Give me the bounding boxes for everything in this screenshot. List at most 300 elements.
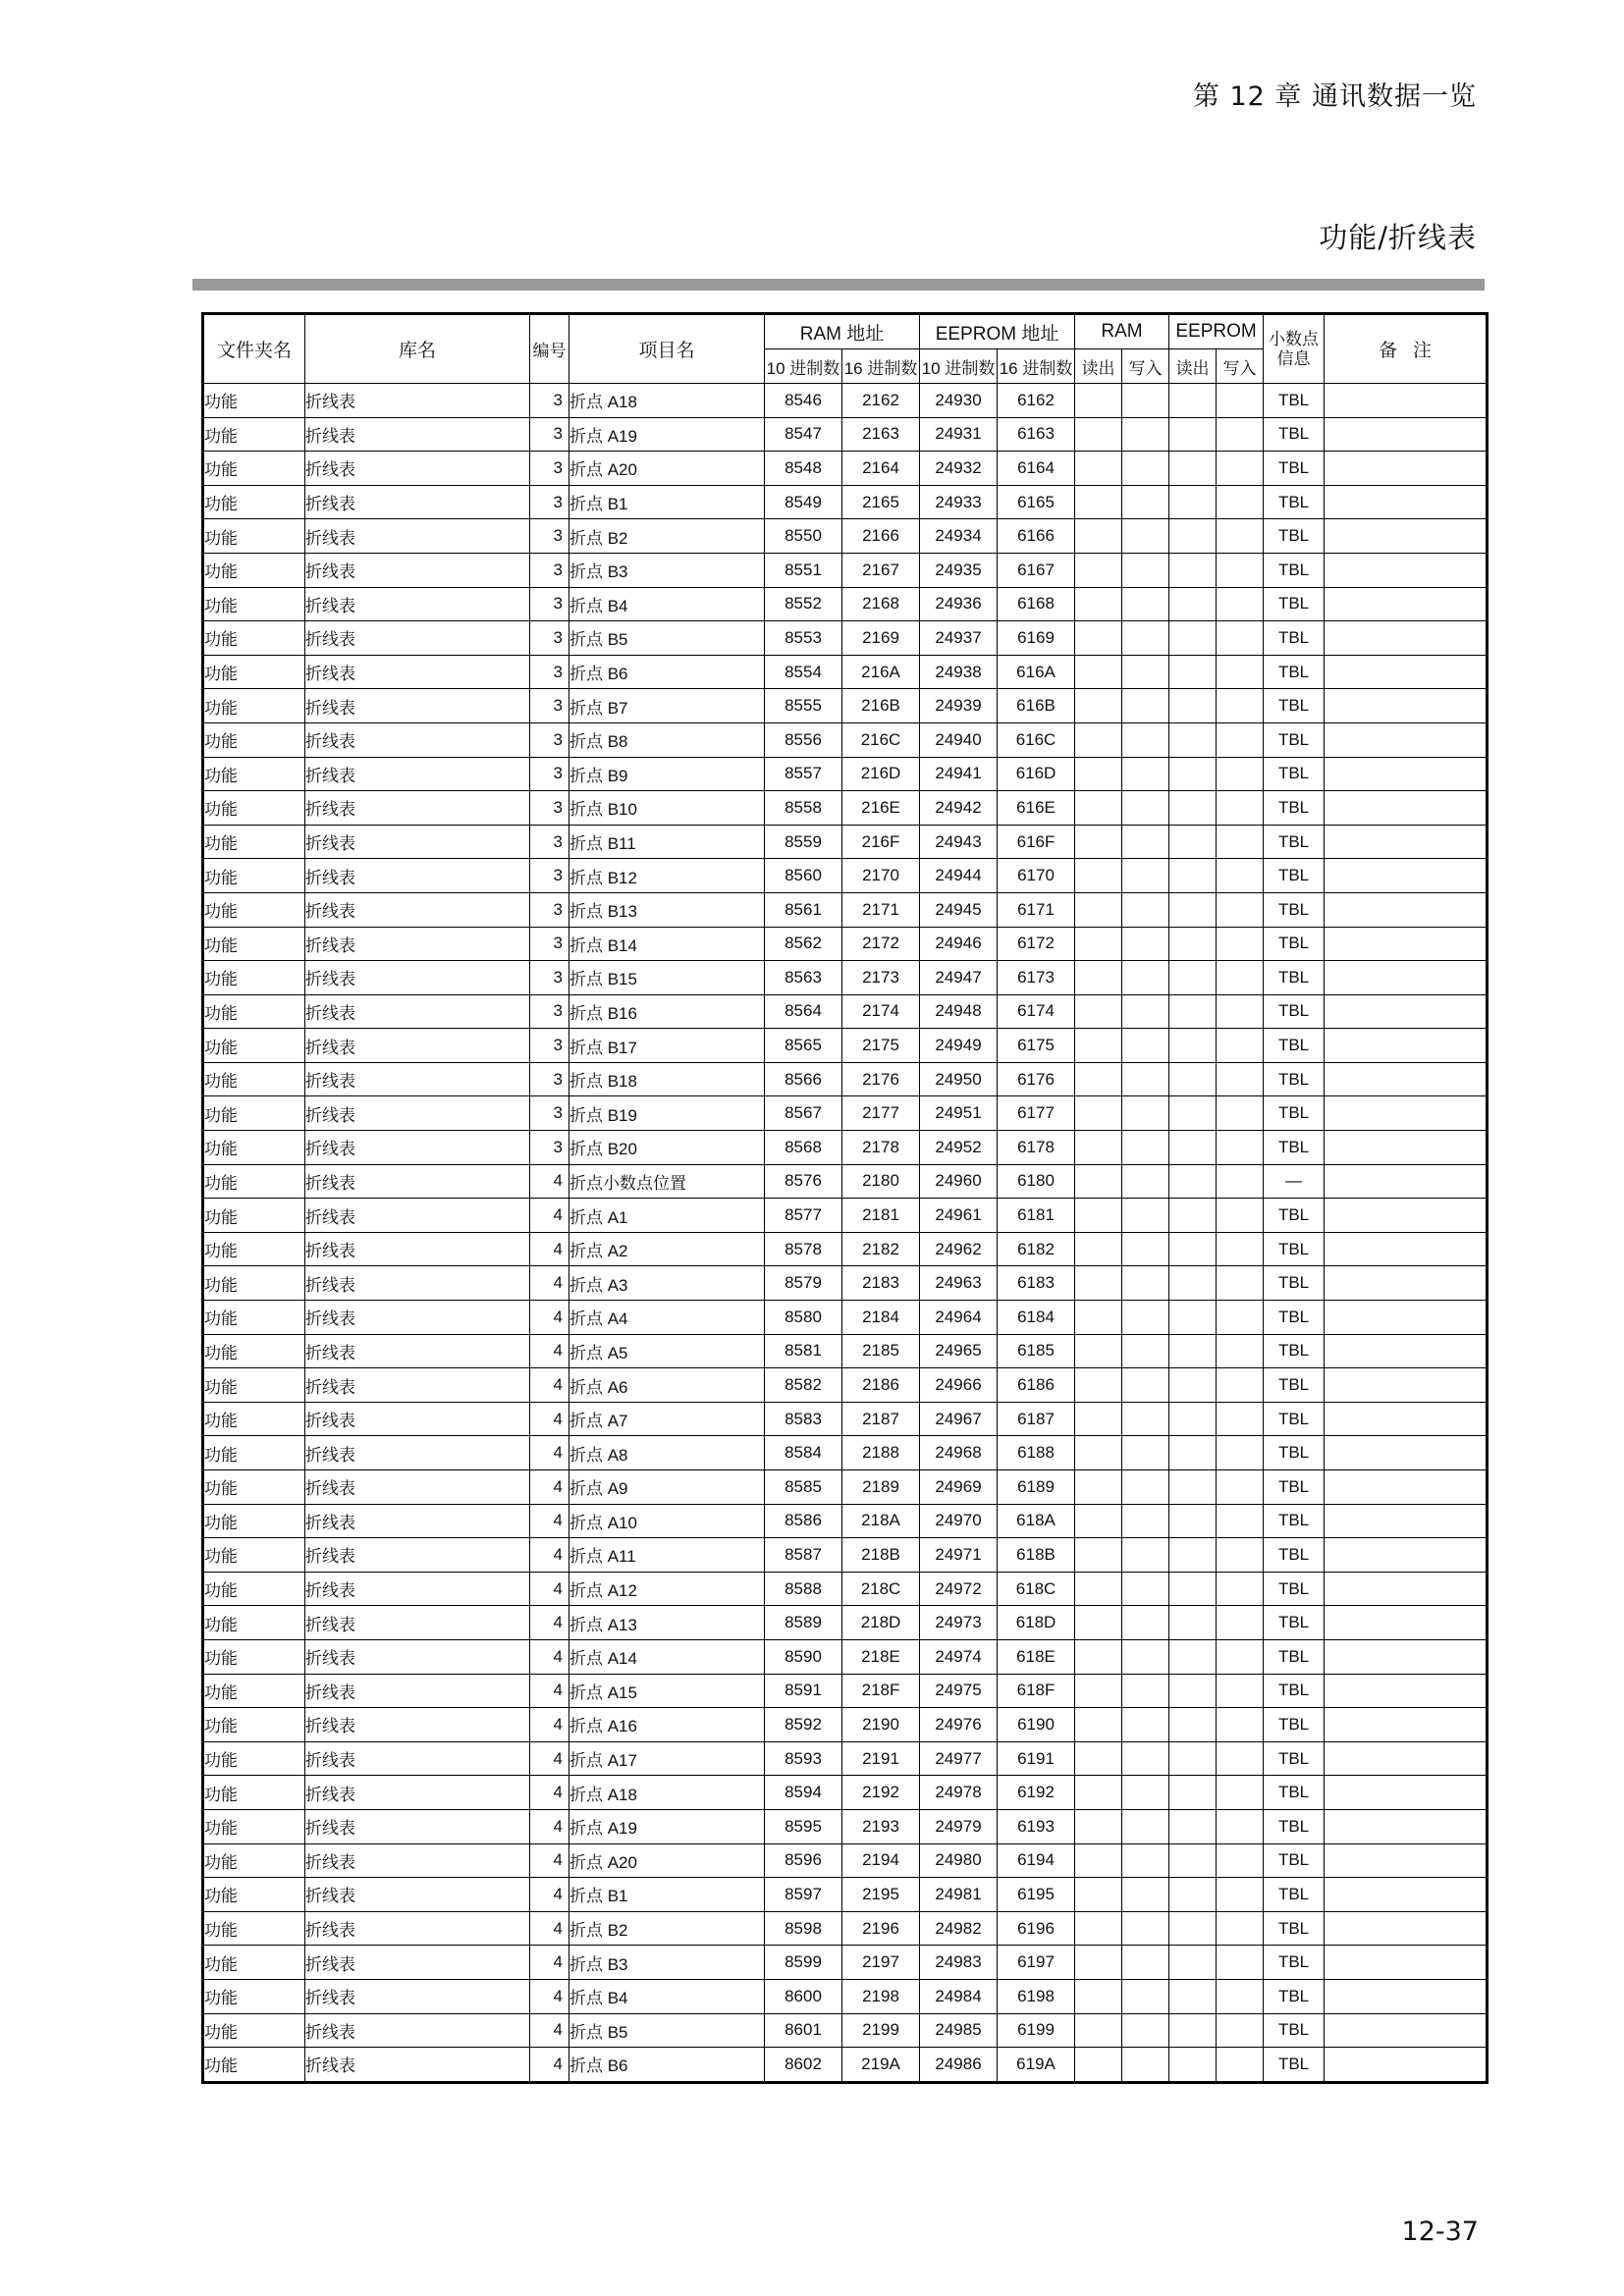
cell-ram-read (1075, 1674, 1122, 1708)
cell-ram-read (1075, 1164, 1122, 1199)
cell-eeprom-read (1169, 1911, 1217, 1946)
cell-item: 折点 B5 (569, 621, 765, 656)
table-row (203, 621, 1488, 656)
cell-remarks (1325, 1639, 1488, 1674)
cell-eeprom-write (1217, 1334, 1264, 1368)
cell-eeprom-write (1217, 1199, 1264, 1233)
cell-ram-hex: 2176 (842, 1062, 920, 1096)
cell-ram-hex: 219A (842, 2048, 920, 2083)
cell-ram-read (1075, 961, 1122, 995)
cell-eeprom-write (1217, 859, 1264, 893)
cell-ram-write (1122, 1878, 1169, 1912)
cell-number: 3 (530, 892, 569, 927)
cell-folder: 功能 (203, 757, 305, 791)
cell-item: 折点 A7 (569, 1402, 765, 1436)
cell-library: 折线表 (305, 1436, 530, 1470)
cell-folder: 功能 (203, 1979, 305, 2013)
cell-eeprom-hex: 6197 (998, 1946, 1075, 1980)
cell-item: 折点 A20 (569, 1843, 765, 1878)
cell-ram-hex: 2164 (842, 452, 920, 486)
cell-eeprom-hex: 616B (998, 689, 1075, 723)
cell-decimal-info: TBL (1264, 1301, 1325, 1335)
cell-remarks (1325, 1096, 1488, 1131)
cell-library: 折线表 (305, 2013, 530, 2048)
cell-eeprom-dec: 24933 (920, 485, 998, 519)
cell-ram-hex: 2195 (842, 1878, 920, 1912)
cell-ram-hex: 2177 (842, 1096, 920, 1131)
cell-decimal-info: TBL (1264, 1436, 1325, 1470)
cell-ram-read (1075, 1199, 1122, 1233)
cell-ram-read (1075, 1131, 1122, 1165)
cell-ram-dec: 8580 (765, 1301, 842, 1335)
cell-ram-dec: 8549 (765, 485, 842, 519)
cell-eeprom-dec: 24952 (920, 1131, 998, 1165)
cell-remarks (1325, 825, 1488, 859)
cell-library: 折线表 (305, 722, 530, 757)
cell-item: 折点 A16 (569, 1708, 765, 1742)
cell-remarks (1325, 1504, 1488, 1538)
cell-eeprom-write (1217, 1131, 1264, 1165)
cell-folder: 功能 (203, 961, 305, 995)
cell-eeprom-hex: 6168 (998, 587, 1075, 621)
cell-ram-read (1075, 994, 1122, 1029)
cell-ram-read (1075, 1266, 1122, 1301)
cell-library: 折线表 (305, 1538, 530, 1573)
cell-ram-dec: 8548 (765, 452, 842, 486)
cell-decimal-info: TBL (1264, 1096, 1325, 1131)
cell-number: 4 (530, 1164, 569, 1199)
cell-folder: 功能 (203, 927, 305, 961)
cell-eeprom-read (1169, 1776, 1217, 1810)
cell-ram-hex: 2185 (842, 1334, 920, 1368)
cell-ram-read (1075, 519, 1122, 554)
cell-ram-write (1122, 1911, 1169, 1946)
cell-decimal-info: TBL (1264, 417, 1325, 452)
cell-folder: 功能 (203, 1301, 305, 1335)
table-row (203, 384, 1488, 418)
cell-ram-dec: 8591 (765, 1674, 842, 1708)
cell-eeprom-hex: 6184 (998, 1301, 1075, 1335)
cell-library: 折线表 (305, 553, 530, 587)
cell-remarks (1325, 2013, 1488, 2048)
col-header-ram-read: 读出 (1075, 349, 1122, 384)
cell-folder: 功能 (203, 655, 305, 689)
cell-library: 折线表 (305, 689, 530, 723)
cell-ram-dec: 8598 (765, 1911, 842, 1946)
cell-ram-read (1075, 417, 1122, 452)
cell-remarks (1325, 994, 1488, 1029)
cell-ram-write (1122, 1470, 1169, 1505)
table-row (203, 722, 1488, 757)
cell-item: 折点 B10 (569, 791, 765, 826)
cell-ram-hex: 2181 (842, 1199, 920, 1233)
cell-ram-dec: 8560 (765, 859, 842, 893)
cell-ram-dec: 8568 (765, 1131, 842, 1165)
cell-eeprom-dec: 24939 (920, 689, 998, 723)
cell-ram-dec: 8557 (765, 757, 842, 791)
cell-ram-write (1122, 1301, 1169, 1335)
cell-decimal-info: TBL (1264, 927, 1325, 961)
cell-eeprom-hex: 6178 (998, 1131, 1075, 1165)
cell-library: 折线表 (305, 384, 530, 418)
cell-eeprom-hex: 616D (998, 757, 1075, 791)
cell-folder: 功能 (203, 825, 305, 859)
cell-ram-write (1122, 1402, 1169, 1436)
cell-ram-read (1075, 1029, 1122, 1063)
cell-decimal-info: TBL (1264, 961, 1325, 995)
cell-number: 4 (530, 1301, 569, 1335)
cell-ram-hex: 2190 (842, 1708, 920, 1742)
cell-item: 折点 B12 (569, 859, 765, 893)
table-row (203, 1979, 1488, 2013)
cell-folder: 功能 (203, 1776, 305, 1810)
cell-decimal-info: TBL (1264, 2048, 1325, 2083)
cell-eeprom-dec: 24944 (920, 859, 998, 893)
cell-ram-hex: 218A (842, 1504, 920, 1538)
cell-decimal-info: — (1264, 1164, 1325, 1199)
cell-number: 3 (530, 553, 569, 587)
col-header-number: 编号 (530, 314, 569, 384)
cell-library: 折线表 (305, 485, 530, 519)
cell-ram-hex: 2163 (842, 417, 920, 452)
cell-ram-read (1075, 1776, 1122, 1810)
cell-decimal-info: TBL (1264, 1131, 1325, 1165)
cell-ram-hex: 2197 (842, 1946, 920, 1980)
cell-library: 折线表 (305, 961, 530, 995)
cell-library: 折线表 (305, 2048, 530, 2083)
cell-item: 折点 B18 (569, 1062, 765, 1096)
cell-ram-hex: 2196 (842, 1911, 920, 1946)
cell-ram-hex: 2188 (842, 1436, 920, 1470)
cell-decimal-info: TBL (1264, 1470, 1325, 1505)
cell-remarks (1325, 1062, 1488, 1096)
cell-item: 折点 A20 (569, 452, 765, 486)
cell-item: 折点 B17 (569, 1029, 765, 1063)
cell-item: 折点 A8 (569, 1436, 765, 1470)
cell-eeprom-dec: 24968 (920, 1436, 998, 1470)
cell-ram-write (1122, 417, 1169, 452)
cell-eeprom-hex: 6182 (998, 1232, 1075, 1266)
cell-number: 4 (530, 1402, 569, 1436)
cell-item: 折点 A11 (569, 1538, 765, 1573)
cell-eeprom-read (1169, 791, 1217, 826)
cell-eeprom-read (1169, 1979, 1217, 2013)
communication-data-table (201, 312, 1489, 2084)
cell-eeprom-hex: 6174 (998, 994, 1075, 1029)
cell-eeprom-hex: 6192 (998, 1776, 1075, 1810)
cell-ram-dec: 8554 (765, 655, 842, 689)
cell-ram-read (1075, 1572, 1122, 1606)
cell-ram-dec: 8581 (765, 1334, 842, 1368)
cell-ram-write (1122, 1436, 1169, 1470)
cell-ram-write (1122, 1062, 1169, 1096)
cell-ram-write (1122, 689, 1169, 723)
cell-eeprom-read (1169, 1131, 1217, 1165)
cell-ram-dec: 8564 (765, 994, 842, 1029)
cell-number: 3 (530, 519, 569, 554)
cell-item: 折点 A2 (569, 1232, 765, 1266)
cell-remarks (1325, 859, 1488, 893)
cell-eeprom-read (1169, 1164, 1217, 1199)
table-row (203, 961, 1488, 995)
cell-remarks (1325, 553, 1488, 587)
cell-folder: 功能 (203, 1741, 305, 1776)
cell-eeprom-dec: 24967 (920, 1402, 998, 1436)
cell-remarks (1325, 1979, 1488, 2013)
cell-eeprom-read (1169, 722, 1217, 757)
cell-eeprom-read (1169, 757, 1217, 791)
cell-ram-hex: 2194 (842, 1843, 920, 1878)
cell-eeprom-read (1169, 1368, 1217, 1403)
cell-eeprom-read (1169, 1843, 1217, 1878)
table-row (203, 1232, 1488, 1266)
cell-number: 3 (530, 757, 569, 791)
cell-eeprom-dec: 24948 (920, 994, 998, 1029)
cell-ram-dec: 8588 (765, 1572, 842, 1606)
cell-eeprom-read (1169, 1199, 1217, 1233)
cell-ram-write (1122, 757, 1169, 791)
cell-eeprom-hex: 616C (998, 722, 1075, 757)
cell-library: 折线表 (305, 1572, 530, 1606)
cell-decimal-info: TBL (1264, 553, 1325, 587)
cell-folder: 功能 (203, 1402, 305, 1436)
cell-folder: 功能 (203, 1232, 305, 1266)
cell-item: 折点 A5 (569, 1334, 765, 1368)
cell-number: 3 (530, 655, 569, 689)
cell-item: 折点 B6 (569, 655, 765, 689)
cell-eeprom-dec: 24977 (920, 1741, 998, 1776)
cell-folder: 功能 (203, 1708, 305, 1742)
table-row (203, 1199, 1488, 1233)
cell-remarks (1325, 1538, 1488, 1573)
table-row (203, 2013, 1488, 2048)
cell-ram-read (1075, 892, 1122, 927)
col-header-decimal-line1: 小数点 (1269, 329, 1320, 348)
cell-decimal-info: TBL (1264, 689, 1325, 723)
cell-ram-read (1075, 1946, 1122, 1980)
cell-eeprom-write (1217, 621, 1264, 656)
cell-number: 3 (530, 994, 569, 1029)
cell-eeprom-write (1217, 1266, 1264, 1301)
cell-decimal-info: TBL (1264, 384, 1325, 418)
cell-ram-write (1122, 587, 1169, 621)
cell-folder: 功能 (203, 1674, 305, 1708)
cell-ram-read (1075, 1232, 1122, 1266)
cell-ram-write (1122, 791, 1169, 826)
cell-item: 折点 B9 (569, 757, 765, 791)
cell-eeprom-dec: 24946 (920, 927, 998, 961)
cell-decimal-info: TBL (1264, 1878, 1325, 1912)
cell-decimal-info: TBL (1264, 1741, 1325, 1776)
cell-eeprom-hex: 6193 (998, 1809, 1075, 1843)
cell-ram-write (1122, 825, 1169, 859)
cell-ram-read (1075, 1504, 1122, 1538)
cell-library: 折线表 (305, 1843, 530, 1878)
cell-eeprom-dec: 24938 (920, 655, 998, 689)
cell-eeprom-write (1217, 1232, 1264, 1266)
cell-item: 折点 A1 (569, 1199, 765, 1233)
cell-eeprom-hex: 6169 (998, 621, 1075, 656)
cell-remarks (1325, 1164, 1488, 1199)
cell-folder: 功能 (203, 1639, 305, 1674)
chapter-heading: 第 12 章 通讯数据一览 (1192, 81, 1477, 112)
cell-eeprom-hex: 6185 (998, 1334, 1075, 1368)
cell-eeprom-dec: 24940 (920, 722, 998, 757)
col-header-library: 库名 (305, 314, 530, 384)
cell-eeprom-hex: 618A (998, 1504, 1075, 1538)
cell-item: 折点 B1 (569, 485, 765, 519)
cell-remarks (1325, 1878, 1488, 1912)
cell-library: 折线表 (305, 587, 530, 621)
cell-item: 折点 A18 (569, 384, 765, 418)
cell-eeprom-read (1169, 1606, 1217, 1640)
table-row (203, 1301, 1488, 1335)
cell-ram-hex: 218D (842, 1606, 920, 1640)
cell-ram-read (1075, 791, 1122, 826)
cell-library: 折线表 (305, 1911, 530, 1946)
cell-ram-hex: 218E (842, 1639, 920, 1674)
cell-number: 4 (530, 1911, 569, 1946)
cell-eeprom-write (1217, 417, 1264, 452)
cell-ram-dec: 8599 (765, 1946, 842, 1980)
cell-library: 折线表 (305, 892, 530, 927)
cell-ram-read (1075, 1639, 1122, 1674)
cell-number: 3 (530, 859, 569, 893)
cell-library: 折线表 (305, 1232, 530, 1266)
cell-eeprom-write (1217, 994, 1264, 1029)
cell-eeprom-hex: 6188 (998, 1436, 1075, 1470)
cell-eeprom-hex: 6196 (998, 1911, 1075, 1946)
cell-eeprom-read (1169, 1402, 1217, 1436)
cell-ram-write (1122, 1809, 1169, 1843)
cell-ram-read (1075, 1843, 1122, 1878)
cell-eeprom-write (1217, 1674, 1264, 1708)
section-title: 功能/折线表 (1319, 221, 1477, 254)
table-row (203, 1843, 1488, 1878)
cell-number: 4 (530, 1843, 569, 1878)
cell-ram-hex: 2166 (842, 519, 920, 554)
cell-eeprom-hex: 618E (998, 1639, 1075, 1674)
cell-remarks (1325, 2048, 1488, 2083)
cell-ram-dec: 8558 (765, 791, 842, 826)
cell-number: 4 (530, 1199, 569, 1233)
cell-eeprom-hex: 6194 (998, 1843, 1075, 1878)
cell-remarks (1325, 1131, 1488, 1165)
cell-eeprom-read (1169, 1538, 1217, 1573)
cell-item: 折点 B4 (569, 587, 765, 621)
cell-decimal-info: TBL (1264, 757, 1325, 791)
cell-ram-dec: 8556 (765, 722, 842, 757)
cell-number: 4 (530, 1674, 569, 1708)
cell-ram-dec: 8547 (765, 417, 842, 452)
cell-remarks (1325, 961, 1488, 995)
cell-remarks (1325, 1776, 1488, 1810)
cell-ram-dec: 8600 (765, 1979, 842, 2013)
cell-decimal-info: TBL (1264, 859, 1325, 893)
cell-library: 折线表 (305, 791, 530, 826)
cell-folder: 功能 (203, 689, 305, 723)
col-header-ram-dec: 10 进制数 (765, 349, 842, 384)
cell-eeprom-write (1217, 1436, 1264, 1470)
cell-ram-hex: 216C (842, 722, 920, 757)
cell-library: 折线表 (305, 1776, 530, 1810)
cell-library: 折线表 (305, 1741, 530, 1776)
cell-eeprom-dec: 24986 (920, 2048, 998, 2083)
cell-ram-write (1122, 2013, 1169, 2048)
col-header-eeprom-address: EEPROM 地址 (920, 314, 1075, 349)
cell-ram-read (1075, 1470, 1122, 1505)
cell-ram-read (1075, 1741, 1122, 1776)
cell-eeprom-dec: 24981 (920, 1878, 998, 1912)
cell-eeprom-dec: 24932 (920, 452, 998, 486)
cell-number: 3 (530, 1062, 569, 1096)
cell-remarks (1325, 892, 1488, 927)
cell-ram-hex: 2187 (842, 1402, 920, 1436)
cell-eeprom-write (1217, 1946, 1264, 1980)
cell-decimal-info: TBL (1264, 1029, 1325, 1063)
col-header-ram: RAM (1075, 314, 1169, 349)
cell-decimal-info: TBL (1264, 1843, 1325, 1878)
cell-ram-read (1075, 1096, 1122, 1131)
cell-eeprom-hex: 6165 (998, 485, 1075, 519)
table-row (203, 859, 1488, 893)
cell-ram-dec: 8585 (765, 1470, 842, 1505)
cell-library: 折线表 (305, 859, 530, 893)
cell-eeprom-dec: 24974 (920, 1639, 998, 1674)
cell-ram-dec: 8565 (765, 1029, 842, 1063)
cell-decimal-info: TBL (1264, 825, 1325, 859)
cell-ram-hex: 2193 (842, 1809, 920, 1843)
cell-ram-hex: 2198 (842, 1979, 920, 2013)
cell-library: 折线表 (305, 417, 530, 452)
cell-folder: 功能 (203, 1538, 305, 1573)
cell-eeprom-read (1169, 2048, 1217, 2083)
cell-ram-dec: 8586 (765, 1504, 842, 1538)
cell-ram-read (1075, 1606, 1122, 1640)
cell-decimal-info: TBL (1264, 994, 1325, 1029)
cell-ram-read (1075, 1301, 1122, 1335)
cell-ram-dec: 8596 (765, 1843, 842, 1878)
cell-remarks (1325, 1572, 1488, 1606)
cell-ram-write (1122, 1368, 1169, 1403)
table-row (203, 519, 1488, 554)
cell-item: 折点 A9 (569, 1470, 765, 1505)
cell-library: 折线表 (305, 1301, 530, 1335)
cell-item: 折点 A13 (569, 1606, 765, 1640)
cell-decimal-info: TBL (1264, 1266, 1325, 1301)
cell-library: 折线表 (305, 1199, 530, 1233)
col-header-eeprom-hex: 16 进制数 (998, 349, 1075, 384)
cell-eeprom-write (1217, 961, 1264, 995)
cell-eeprom-write (1217, 825, 1264, 859)
table-row (203, 553, 1488, 587)
cell-decimal-info: TBL (1264, 1809, 1325, 1843)
cell-number: 3 (530, 384, 569, 418)
section-divider (192, 279, 1485, 291)
cell-decimal-info: TBL (1264, 621, 1325, 656)
cell-eeprom-read (1169, 1572, 1217, 1606)
cell-number: 4 (530, 1368, 569, 1403)
cell-ram-write (1122, 1946, 1169, 1980)
cell-ram-hex: 216A (842, 655, 920, 689)
cell-folder: 功能 (203, 892, 305, 927)
cell-ram-write (1122, 1606, 1169, 1640)
cell-number: 3 (530, 722, 569, 757)
page-number: 12-37 (1401, 2216, 1479, 2247)
cell-eeprom-hex: 6163 (998, 417, 1075, 452)
cell-number: 4 (530, 2048, 569, 2083)
cell-ram-dec: 8595 (765, 1809, 842, 1843)
